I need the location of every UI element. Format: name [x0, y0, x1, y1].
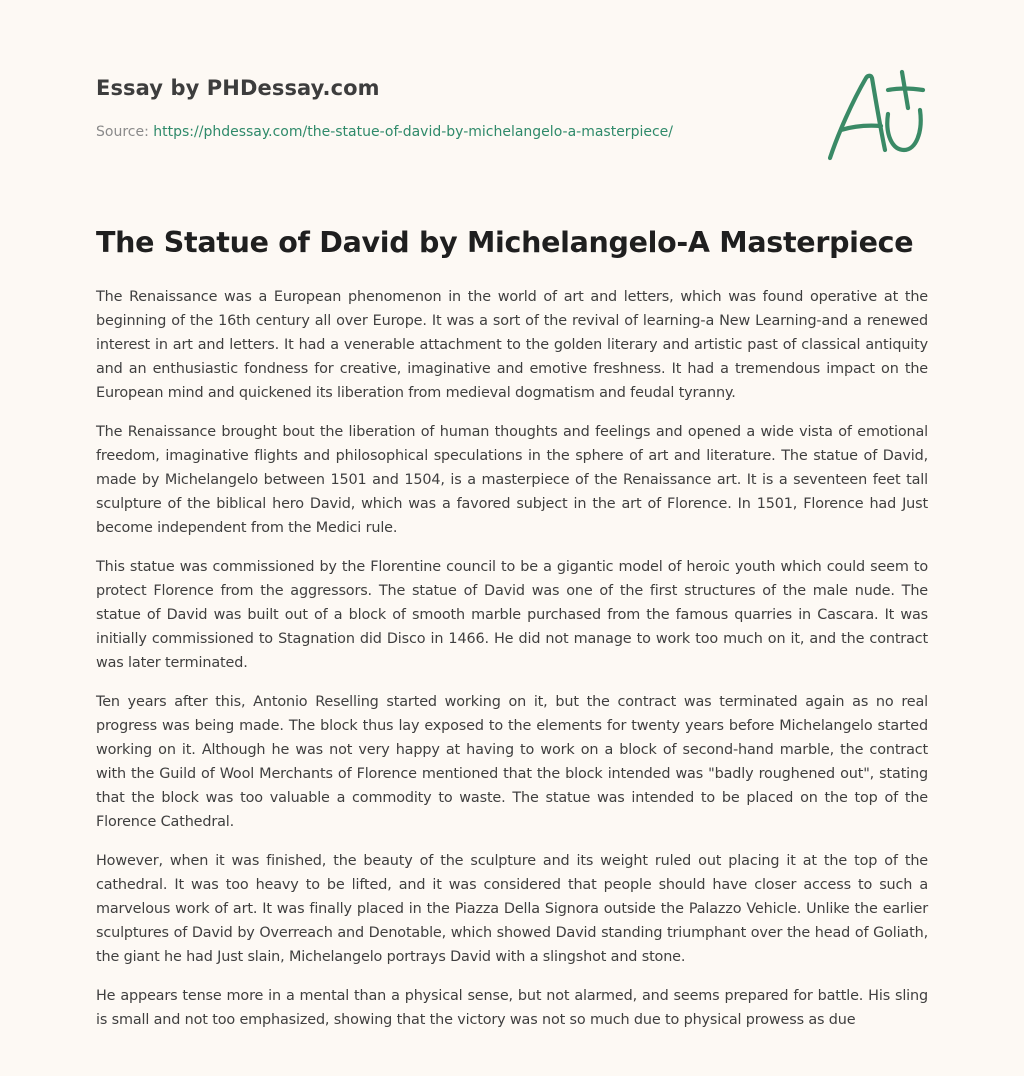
site-title: Essay by PHDessay.com — [96, 76, 380, 100]
essay-paragraph: He appears tense more in a mental than a physical sense, but not alarmed, and seems prepared for battle. His sling is small and not too emphasized, showing that the victory was not so much due to physical prowess as due — [96, 988, 928, 1028]
essay-paragraph: However, when it was finished, the beauty of the sculpture and its weight ruled out placing it at the top of the cathedral. It was too heavy to be lifted, and it was considered that people should have closer access to such a marvelous work of art. It was finally placed in the Piazza Della Signora outside the Palazzo Vehicle. Unlike the earlier sculptures of David by Overreach and Denotable, which showed David standing triumphant over the head of Goliath, the giant he had Just slain, Michelangelo portrays David with a slingshot and stone. — [96, 853, 928, 965]
essay-title: The Statue of David by Michelangelo-A Masterpiece — [96, 226, 914, 259]
essay-paragraph: This statue was commissioned by the Florentine council to be a gigantic model of heroic youth which could seem to protect Florence from the aggressors. The statue of David was one of the first structures of the male nude. The statue of David was built out of a block of smooth marble purchased from the famous quarries in Cascara. It was initially commissioned to Stagnation did Disco in 1466. He did not manage to work too much on it, and the contract was later terminated. — [96, 559, 928, 671]
source-line — [96, 124, 673, 140]
source-link[interactable]: https://phdessay.com/the-statue-of-david-by-michelangelo-a-masterpiece/ — [153, 124, 673, 140]
essay-paragraph: The Renaissance brought bout the liberation of human thoughts and feelings and opened a wide vista of emotional freedom, imaginative flights and philosophical speculations in the sphere of art and literature. The statue of David, made by Michelangelo between 1501 and 1504, is a masterpiece of the Renaissance art. It is a seventeen feet tall sculpture of the biblical hero David, which was a favored subject in the art of Florence. In 1501, Florence had Just become independent from the Medici rule. — [96, 424, 928, 536]
essay-paragraph: Ten years after this, Antonio Reselling started working on it, but the contract was terminated again as no real progress was being made. The block thus lay exposed to the elements for twenty years before Michelangelo started working on it. Although he was not very happy at having to work on a block of second-hand marble, the contract with the Guild of Wool Merchants of Florence mentioned that the block intended was "badly roughened out", stating that the block was too valuable a commodity to waste. The statue was intended to be placed on the top of the Florence Cathedral. — [96, 694, 928, 830]
essay-paragraph: The Renaissance was a European phenomenon in the world of art and letters, which was found operative at the beginning of the 16th century all over Europe. It was a sort of the revival of learning-a New Learning-and a renewed interest in art and letters. It had a venerable attachment to the golden literary and artistic past of classical antiquity and an enthusiastic fondness for creative, imaginative and emotive freshness. It had a tremendous impact on the European mind and quickened its liberation from medieval dogmatism and feudal tyranny. — [96, 289, 928, 401]
a-plus-logo-icon — [828, 68, 928, 164]
essay-body — [96, 285, 928, 1047]
source-label: Source: — [96, 124, 154, 140]
